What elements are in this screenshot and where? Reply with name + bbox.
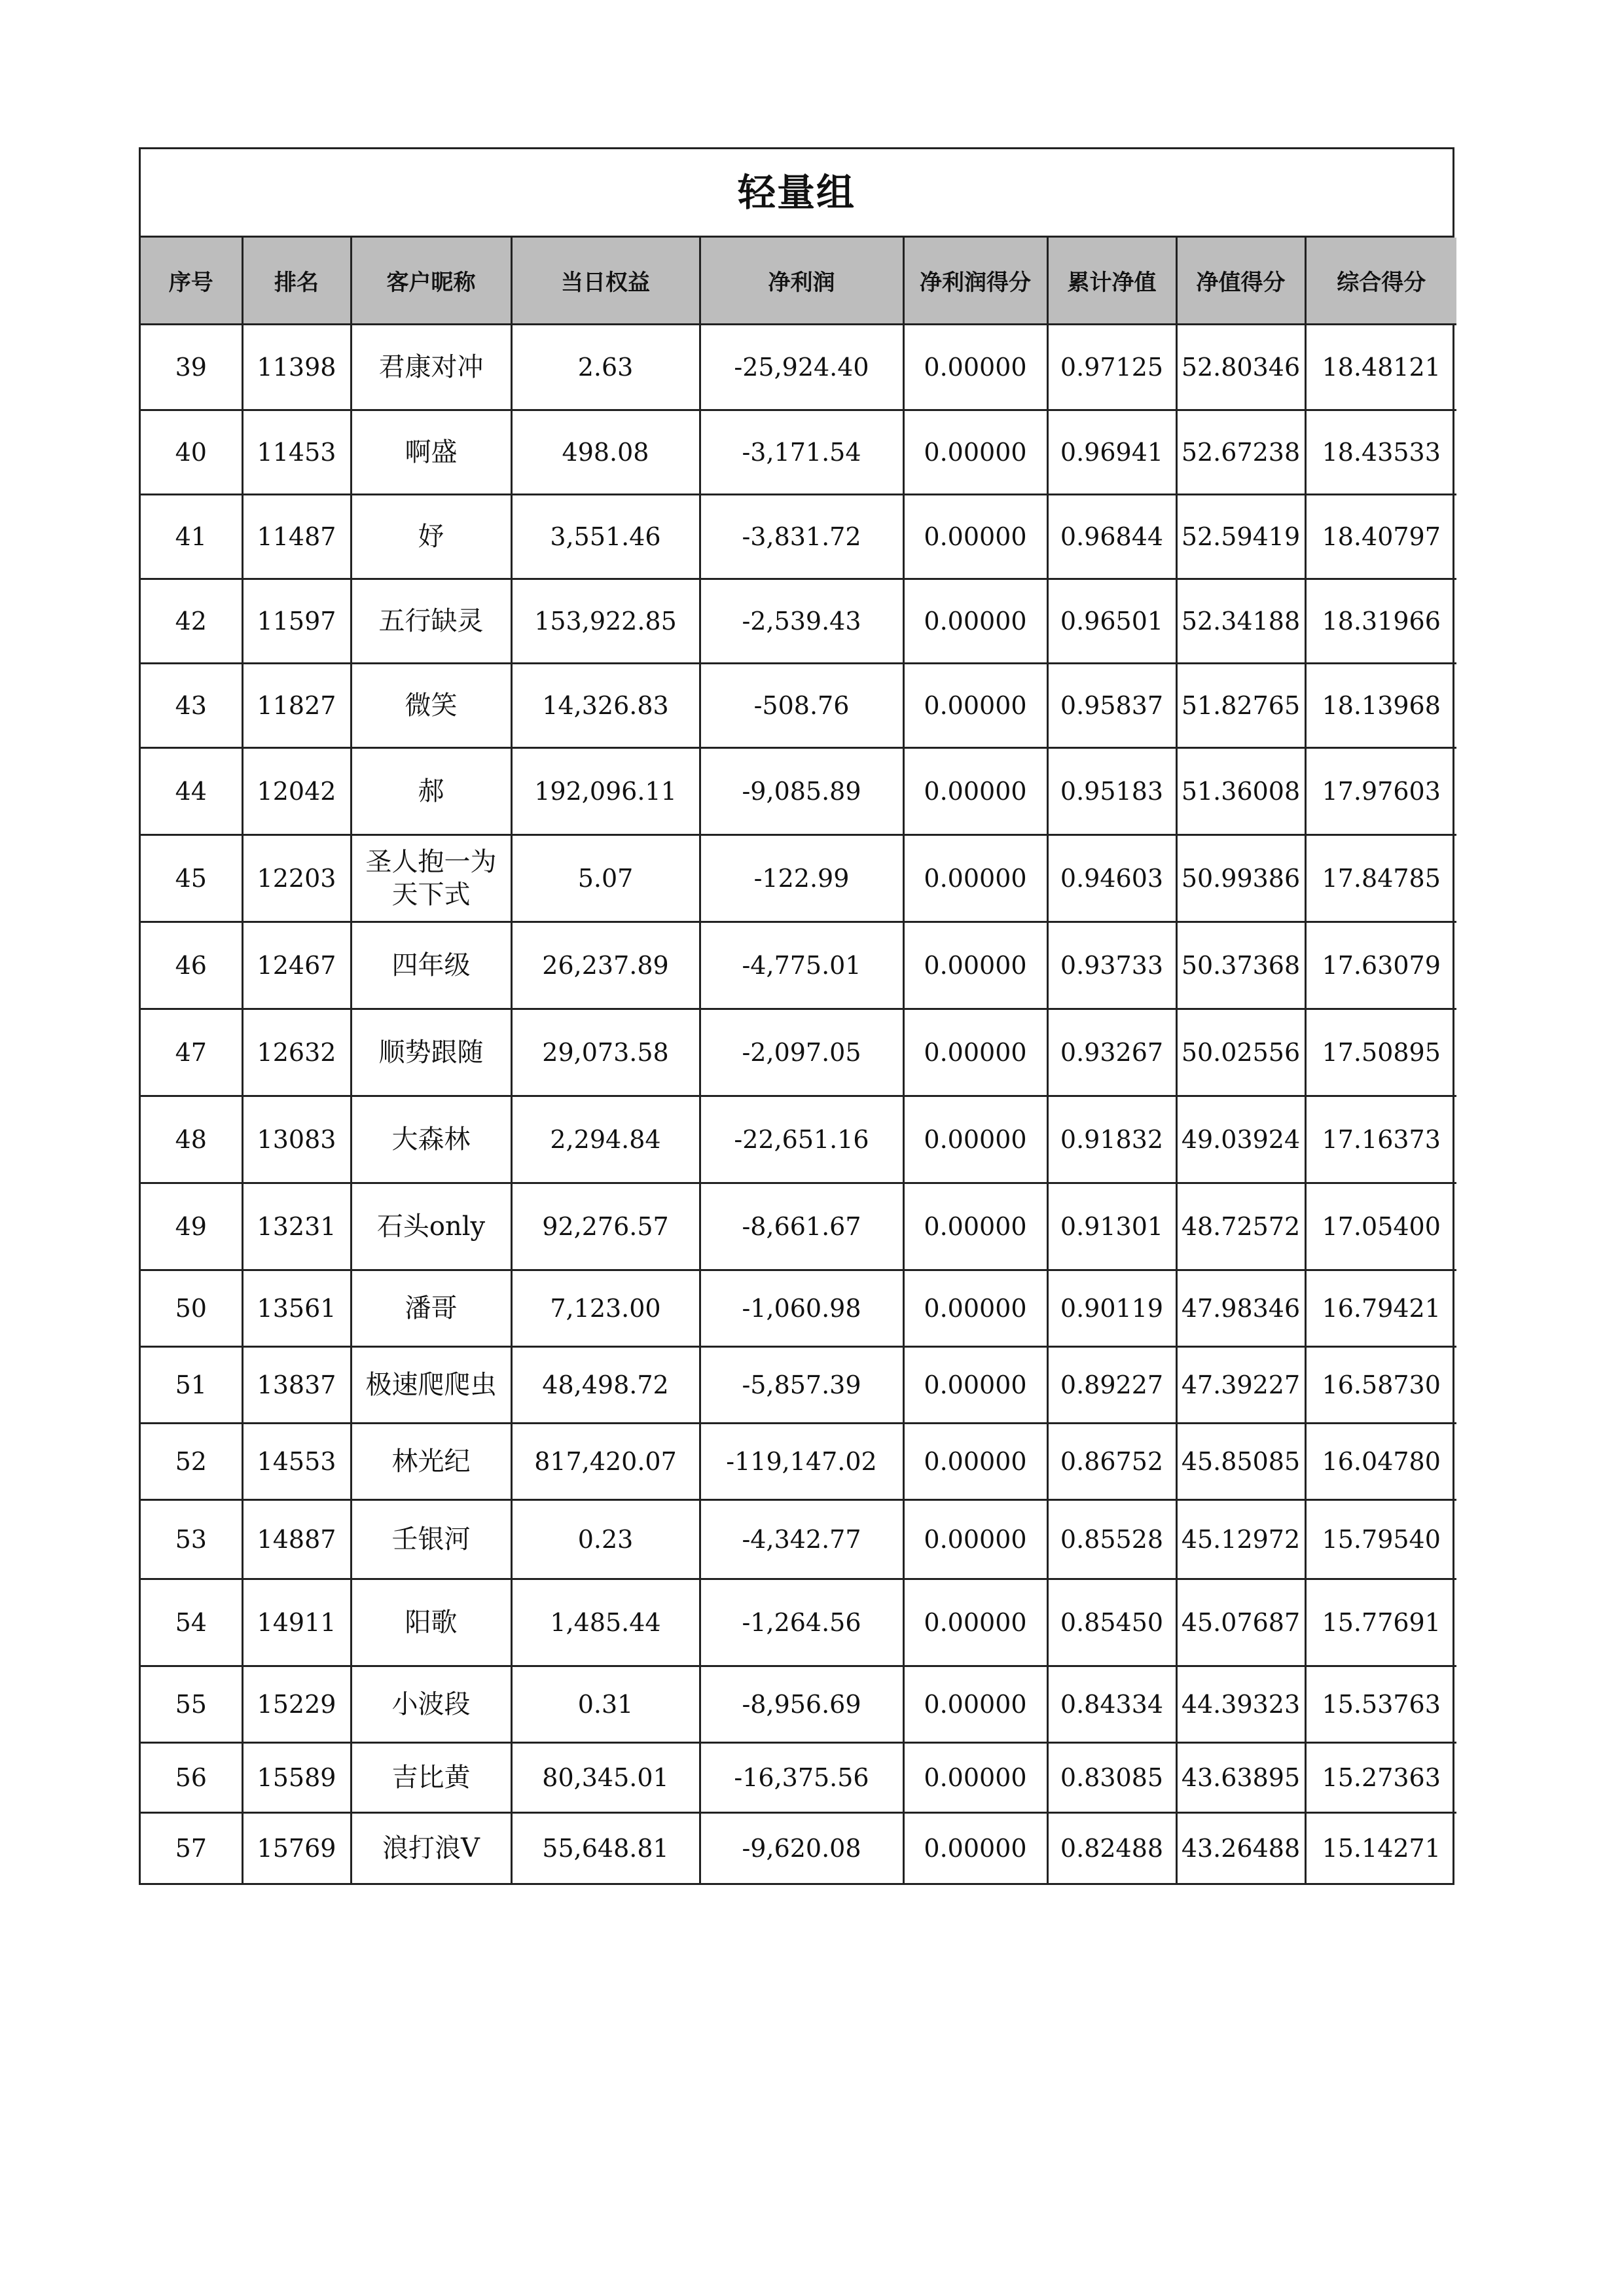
cell-cumulative-nav: 0.84334 <box>1047 1666 1176 1743</box>
cell-profit-score: 0.00000 <box>903 579 1047 664</box>
cell-profit-score: 0.00000 <box>903 1347 1047 1424</box>
cell-cumulative-nav: 0.85450 <box>1047 1579 1176 1666</box>
cell-index: 48 <box>141 1096 242 1183</box>
cell-cumulative-nav: 0.90119 <box>1047 1270 1176 1347</box>
cell-index: 45 <box>141 835 242 922</box>
cell-equity: 7,123.00 <box>511 1270 700 1347</box>
cell-net-profit: -4,775.01 <box>700 922 903 1009</box>
cell-index: 52 <box>141 1424 242 1500</box>
cell-profit-score: 0.00000 <box>903 1500 1047 1579</box>
cell-index: 39 <box>141 325 242 410</box>
cell-profit-score: 0.00000 <box>903 835 1047 922</box>
table-row <box>141 1743 1456 1813</box>
cell-index: 41 <box>141 495 242 579</box>
cell-net-profit: -9,085.89 <box>700 748 903 835</box>
cell-nickname: 潘哥 <box>351 1270 511 1347</box>
cell-equity: 2,294.84 <box>511 1096 700 1183</box>
cell-total-score: 15.14271 <box>1305 1813 1456 1883</box>
cell-profit-score: 0.00000 <box>903 495 1047 579</box>
cell-equity: 14,326.83 <box>511 664 700 748</box>
cell-nav-score: 43.26488 <box>1176 1813 1305 1883</box>
sheet-title: 轻量组 <box>141 149 1453 238</box>
cell-nickname: 小波段 <box>351 1666 511 1743</box>
cell-nickname: 大森林 <box>351 1096 511 1183</box>
cell-total-score: 15.77691 <box>1305 1579 1456 1666</box>
cell-total-score: 18.48121 <box>1305 325 1456 410</box>
cell-rank: 12632 <box>242 1009 351 1096</box>
cell-total-score: 15.79540 <box>1305 1500 1456 1579</box>
cell-cumulative-nav: 0.85528 <box>1047 1500 1176 1579</box>
cell-equity: 55,648.81 <box>511 1813 700 1883</box>
cell-nickname: 顺势跟随 <box>351 1009 511 1096</box>
table-row <box>141 1579 1456 1666</box>
cell-net-profit: -508.76 <box>700 664 903 748</box>
cell-profit-score: 0.00000 <box>903 325 1047 410</box>
cell-rank: 15769 <box>242 1813 351 1883</box>
table-row <box>141 835 1456 922</box>
cell-profit-score: 0.00000 <box>903 1813 1047 1883</box>
cell-nickname: 浪打浪V <box>351 1813 511 1883</box>
cell-nav-score: 47.39227 <box>1176 1347 1305 1424</box>
cell-nav-score: 45.85085 <box>1176 1424 1305 1500</box>
cell-cumulative-nav: 0.94603 <box>1047 835 1176 922</box>
cell-net-profit: -3,171.54 <box>700 410 903 495</box>
cell-cumulative-nav: 0.96844 <box>1047 495 1176 579</box>
cell-nickname: 君康对冲 <box>351 325 511 410</box>
cell-nickname: 石头only <box>351 1183 511 1270</box>
cell-index: 57 <box>141 1813 242 1883</box>
cell-index: 43 <box>141 664 242 748</box>
table-row <box>141 1813 1456 1883</box>
cell-cumulative-nav: 0.97125 <box>1047 325 1176 410</box>
table-row <box>141 922 1456 1009</box>
cell-net-profit: -9,620.08 <box>700 1813 903 1883</box>
cell-equity: 3,551.46 <box>511 495 700 579</box>
cell-total-score: 16.58730 <box>1305 1347 1456 1424</box>
cell-nickname: 微笑 <box>351 664 511 748</box>
table-row <box>141 410 1456 495</box>
cell-index: 51 <box>141 1347 242 1424</box>
cell-total-score: 17.97603 <box>1305 748 1456 835</box>
cell-equity: 153,922.85 <box>511 579 700 664</box>
cell-rank: 13231 <box>242 1183 351 1270</box>
cell-profit-score: 0.00000 <box>903 1270 1047 1347</box>
col-header-equity: 当日权益 <box>511 238 700 325</box>
cell-equity: 48,498.72 <box>511 1347 700 1424</box>
cell-total-score: 17.63079 <box>1305 922 1456 1009</box>
cell-cumulative-nav: 0.95183 <box>1047 748 1176 835</box>
header-row <box>141 238 1456 325</box>
cell-index: 54 <box>141 1579 242 1666</box>
cell-nav-score: 50.99386 <box>1176 835 1305 922</box>
cell-index: 44 <box>141 748 242 835</box>
cell-total-score: 18.13968 <box>1305 664 1456 748</box>
cell-index: 55 <box>141 1666 242 1743</box>
cell-cumulative-nav: 0.89227 <box>1047 1347 1176 1424</box>
cell-nav-score: 45.07687 <box>1176 1579 1305 1666</box>
cell-nav-score: 44.39323 <box>1176 1666 1305 1743</box>
table-row <box>141 1500 1456 1579</box>
cell-nickname: 极速爬爬虫 <box>351 1347 511 1424</box>
cell-equity: 29,073.58 <box>511 1009 700 1096</box>
ranking-table <box>141 238 1456 1883</box>
cell-profit-score: 0.00000 <box>903 1666 1047 1743</box>
cell-nickname: 林光纪 <box>351 1424 511 1500</box>
cell-rank: 14887 <box>242 1500 351 1579</box>
cell-profit-score: 0.00000 <box>903 1096 1047 1183</box>
cell-nav-score: 52.59419 <box>1176 495 1305 579</box>
cell-rank: 13561 <box>242 1270 351 1347</box>
cell-nickname: 妤 <box>351 495 511 579</box>
col-header-total-score: 综合得分 <box>1305 238 1456 325</box>
cell-rank: 14553 <box>242 1424 351 1500</box>
cell-cumulative-nav: 0.86752 <box>1047 1424 1176 1500</box>
cell-equity: 92,276.57 <box>511 1183 700 1270</box>
cell-net-profit: -1,264.56 <box>700 1579 903 1666</box>
cell-net-profit: -2,539.43 <box>700 579 903 664</box>
cell-rank: 12203 <box>242 835 351 922</box>
cell-equity: 817,420.07 <box>511 1424 700 1500</box>
cell-net-profit: -122.99 <box>700 835 903 922</box>
cell-rank: 13083 <box>242 1096 351 1183</box>
cell-total-score: 17.05400 <box>1305 1183 1456 1270</box>
cell-equity: 192,096.11 <box>511 748 700 835</box>
cell-rank: 11487 <box>242 495 351 579</box>
cell-nav-score: 52.80346 <box>1176 325 1305 410</box>
cell-nav-score: 52.67238 <box>1176 410 1305 495</box>
cell-equity: 0.31 <box>511 1666 700 1743</box>
cell-equity: 0.23 <box>511 1500 700 1579</box>
cell-cumulative-nav: 0.96941 <box>1047 410 1176 495</box>
cell-net-profit: -8,956.69 <box>700 1666 903 1743</box>
cell-equity: 1,485.44 <box>511 1579 700 1666</box>
cell-total-score: 17.84785 <box>1305 835 1456 922</box>
cell-nav-score: 50.02556 <box>1176 1009 1305 1096</box>
col-header-net-profit: 净利润 <box>700 238 903 325</box>
table-row <box>141 1183 1456 1270</box>
cell-index: 42 <box>141 579 242 664</box>
cell-index: 49 <box>141 1183 242 1270</box>
cell-equity: 5.07 <box>511 835 700 922</box>
col-header-nickname: 客户昵称 <box>351 238 511 325</box>
cell-net-profit: -2,097.05 <box>700 1009 903 1096</box>
cell-nav-score: 51.82765 <box>1176 664 1305 748</box>
table-row <box>141 325 1456 410</box>
cell-nickname: 阳歌 <box>351 1579 511 1666</box>
cell-total-score: 17.50895 <box>1305 1009 1456 1096</box>
cell-nav-score: 48.72572 <box>1176 1183 1305 1270</box>
cell-cumulative-nav: 0.91832 <box>1047 1096 1176 1183</box>
cell-nickname: 吉比黄 <box>351 1743 511 1813</box>
cell-rank: 15589 <box>242 1743 351 1813</box>
cell-nickname: 圣人抱一为天下式 <box>351 835 511 922</box>
cell-equity: 2.63 <box>511 325 700 410</box>
cell-profit-score: 0.00000 <box>903 1743 1047 1813</box>
cell-profit-score: 0.00000 <box>903 1579 1047 1666</box>
cell-total-score: 15.53763 <box>1305 1666 1456 1743</box>
cell-total-score: 17.16373 <box>1305 1096 1456 1183</box>
cell-net-profit: -22,651.16 <box>700 1096 903 1183</box>
cell-rank: 12042 <box>242 748 351 835</box>
cell-rank: 11398 <box>242 325 351 410</box>
cell-cumulative-nav: 0.95837 <box>1047 664 1176 748</box>
col-header-profit-score: 净利润得分 <box>903 238 1047 325</box>
cell-net-profit: -4,342.77 <box>700 1500 903 1579</box>
col-header-index: 序号 <box>141 238 242 325</box>
cell-rank: 15229 <box>242 1666 351 1743</box>
cell-nickname: 郝 <box>351 748 511 835</box>
table-row <box>141 664 1456 748</box>
cell-net-profit: -16,375.56 <box>700 1743 903 1813</box>
table-row <box>141 1347 1456 1424</box>
cell-cumulative-nav: 0.93733 <box>1047 922 1176 1009</box>
cell-equity: 498.08 <box>511 410 700 495</box>
cell-cumulative-nav: 0.96501 <box>1047 579 1176 664</box>
cell-nickname: 五行缺灵 <box>351 579 511 664</box>
cell-nav-score: 52.34188 <box>1176 579 1305 664</box>
cell-cumulative-nav: 0.82488 <box>1047 1813 1176 1883</box>
table-row <box>141 495 1456 579</box>
cell-equity: 26,237.89 <box>511 922 700 1009</box>
table-row <box>141 1009 1456 1096</box>
cell-profit-score: 0.00000 <box>903 1009 1047 1096</box>
cell-index: 40 <box>141 410 242 495</box>
cell-net-profit: -3,831.72 <box>700 495 903 579</box>
cell-nav-score: 51.36008 <box>1176 748 1305 835</box>
cell-net-profit: -1,060.98 <box>700 1270 903 1347</box>
table-row <box>141 1666 1456 1743</box>
cell-nickname: 四年级 <box>351 922 511 1009</box>
cell-profit-score: 0.00000 <box>903 410 1047 495</box>
cell-cumulative-nav: 0.83085 <box>1047 1743 1176 1813</box>
cell-index: 56 <box>141 1743 242 1813</box>
cell-net-profit: -8,661.67 <box>700 1183 903 1270</box>
cell-rank: 11827 <box>242 664 351 748</box>
cell-profit-score: 0.00000 <box>903 1183 1047 1270</box>
cell-nickname: 啊盛 <box>351 410 511 495</box>
cell-rank: 13837 <box>242 1347 351 1424</box>
cell-index: 46 <box>141 922 242 1009</box>
cell-net-profit: -119,147.02 <box>700 1424 903 1500</box>
cell-profit-score: 0.00000 <box>903 922 1047 1009</box>
table-row <box>141 1424 1456 1500</box>
col-header-rank: 排名 <box>242 238 351 325</box>
cell-rank: 11597 <box>242 579 351 664</box>
cell-cumulative-nav: 0.93267 <box>1047 1009 1176 1096</box>
cell-total-score: 16.79421 <box>1305 1270 1456 1347</box>
cell-total-score: 18.43533 <box>1305 410 1456 495</box>
cell-nav-score: 47.98346 <box>1176 1270 1305 1347</box>
cell-cumulative-nav: 0.91301 <box>1047 1183 1176 1270</box>
ranking-sheet <box>139 147 1454 1885</box>
table-body <box>141 325 1456 1883</box>
cell-rank: 12467 <box>242 922 351 1009</box>
cell-total-score: 16.04780 <box>1305 1424 1456 1500</box>
cell-nav-score: 43.63895 <box>1176 1743 1305 1813</box>
table-row <box>141 579 1456 664</box>
cell-profit-score: 0.00000 <box>903 1424 1047 1500</box>
cell-index: 50 <box>141 1270 242 1347</box>
cell-nav-score: 49.03924 <box>1176 1096 1305 1183</box>
cell-equity: 80,345.01 <box>511 1743 700 1813</box>
table-row <box>141 1096 1456 1183</box>
cell-profit-score: 0.00000 <box>903 664 1047 748</box>
cell-total-score: 15.27363 <box>1305 1743 1456 1813</box>
cell-index: 53 <box>141 1500 242 1579</box>
cell-net-profit: -25,924.40 <box>700 325 903 410</box>
cell-rank: 14911 <box>242 1579 351 1666</box>
table-row <box>141 1270 1456 1347</box>
cell-nav-score: 50.37368 <box>1176 922 1305 1009</box>
cell-net-profit: -5,857.39 <box>700 1347 903 1424</box>
cell-total-score: 18.31966 <box>1305 579 1456 664</box>
cell-nav-score: 45.12972 <box>1176 1500 1305 1579</box>
col-header-cumulative-nav: 累计净值 <box>1047 238 1176 325</box>
cell-total-score: 18.40797 <box>1305 495 1456 579</box>
table-row <box>141 748 1456 835</box>
col-header-nav-score: 净值得分 <box>1176 238 1305 325</box>
cell-profit-score: 0.00000 <box>903 748 1047 835</box>
cell-nickname: 壬银河 <box>351 1500 511 1579</box>
cell-rank: 11453 <box>242 410 351 495</box>
cell-index: 47 <box>141 1009 242 1096</box>
